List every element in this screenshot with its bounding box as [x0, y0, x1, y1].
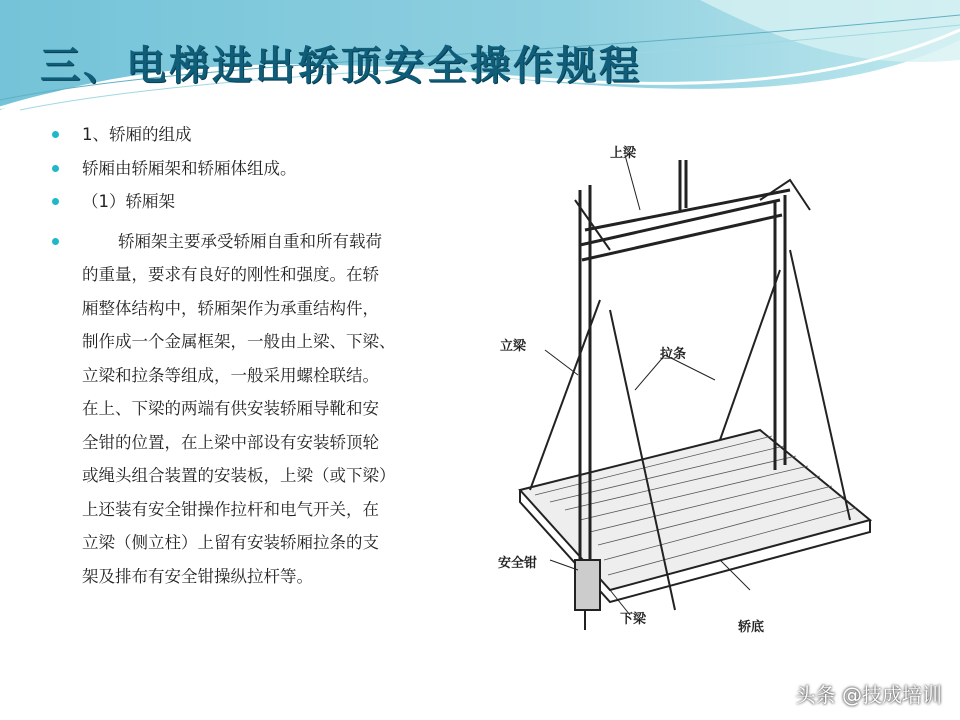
- bullet-text: 轿厢架主要承受轿厢自重和所有载荷: [118, 231, 382, 251]
- label-car-floor: 轿底: [738, 620, 765, 635]
- label-bottom-beam: 下梁: [620, 612, 647, 627]
- bullet-text: 制作成一个金属框架，一般由上梁、下梁、: [82, 332, 396, 351]
- bullet-text: 轿厢由轿厢架和轿厢体组成。: [82, 158, 297, 178]
- safety-gear-shape: [575, 560, 600, 610]
- bullet-dot-icon: [52, 131, 59, 138]
- bullet-text: 全钳的位置，在上梁中部设有安装轿顶轮: [82, 432, 379, 452]
- label-safety-gear: 安全钳: [498, 556, 538, 571]
- watermark: 头条 @技成培训: [795, 683, 942, 707]
- bullet-dot-icon: [52, 198, 59, 205]
- bullet-text: 架及排布有安全钳操纵拉杆等。: [82, 566, 313, 586]
- bullet-item: [52, 118, 432, 152]
- bullet-dot-icon: [52, 238, 59, 245]
- bullet-text: 或绳头组合装置的安装板，上梁（或下梁）: [82, 466, 396, 485]
- bullet-text: 上还装有安全钳操作拉杆和电气开关，在: [82, 499, 379, 519]
- bullet-text: （1）轿厢架: [82, 192, 175, 211]
- bullet-text: 1、轿厢的组成: [82, 125, 192, 144]
- car-floor-shape: [520, 430, 870, 590]
- bullet-text: 的重量，要求有良好的刚性和强度。在轿: [82, 265, 379, 284]
- label-tie-rod: 拉条: [660, 347, 687, 362]
- bullet-text: 立梁（侧立柱）上留有安装轿厢拉条的支: [82, 533, 379, 552]
- tie-rod-right-inner: [720, 270, 780, 440]
- bullet-item: [52, 185, 432, 219]
- right-upright: [775, 195, 785, 470]
- label-top-beam: 上梁: [610, 146, 637, 161]
- label-upright: 立梁: [500, 339, 527, 354]
- bullet-text: 立梁和拉条等组成，一般采用螺栓联结。: [82, 365, 379, 385]
- bullet-item: [52, 225, 432, 594]
- car-frame-diagram: [490, 140, 890, 640]
- car-frame-drawing: [490, 140, 890, 640]
- bullet-list: [52, 118, 432, 593]
- bullet-dot-icon: [52, 165, 59, 172]
- bullet-text: 在上、下梁的两端有供安装轿厢导靴和安: [82, 399, 379, 418]
- slide-title: 三、电梯进出轿顶安全操作规程: [40, 43, 642, 89]
- bullet-text: 厢整体结构中，轿厢架作为承重结构件，: [82, 298, 379, 318]
- bullet-item: [52, 152, 432, 186]
